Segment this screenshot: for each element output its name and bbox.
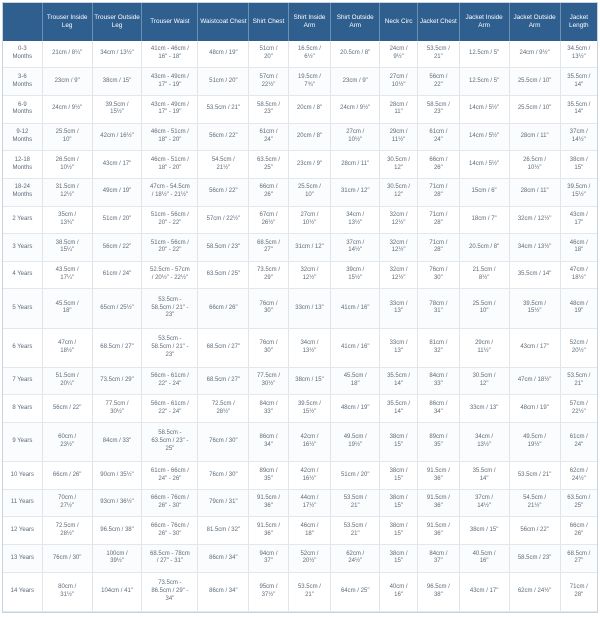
measurement-cell: 84cm / 33" [92,423,142,462]
measurement-cell: 68.5cm - 78cm / 27" - 31" [142,545,198,573]
measurement-cell: 24cm / 9½" [42,96,92,124]
measurement-cell: 39.5cm / 15½" [509,289,560,328]
measurement-cell: 39.5cm / 15½" [560,178,597,206]
measurement-cell: 61cm / 24" [418,123,460,151]
measurement-cell: 89cm / 35" [418,423,460,462]
measurement-cell: 42cm / 16½" [92,123,142,151]
measurement-cell: 79cm / 31" [198,489,249,517]
measurement-cell: 51cm / 20" [249,41,288,68]
measurement-cell: 73.5cm / 29" [249,261,288,289]
measurement-cell: 33cm / 13" [459,395,509,423]
header-jacket-length: Jacket Length [560,3,597,41]
measurement-cell: 104cm / 41" [92,572,142,611]
measurement-cell: 48cm / 19" [560,289,597,328]
table-row [3,517,597,545]
header-jacket-chest: Jacket Chest [418,3,460,41]
measurement-cell: 24cm / 9½" [380,41,418,68]
header-shirt-inside-arm: Shirt Inside Arm [288,3,331,41]
table-row [3,68,597,96]
measurement-cell: 68.5cm / 27" [249,234,288,262]
measurement-cell: 46cm / 18" [560,234,597,262]
measurement-cell: 71cm / 28" [418,206,460,234]
measurement-cell: 30.5cm / 12" [380,178,418,206]
measurement-cell: 34cm / 13½" [459,423,509,462]
measurement-cell: 53.5cm / 21" [560,367,597,395]
age-cell: 9-12 Months [3,123,42,151]
measurement-cell: 52cm / 20½" [288,545,331,573]
measurement-cell: 68.5cm / 27" [560,545,597,573]
measurement-cell: 15cm / 6" [459,178,509,206]
measurement-cell: 24cm / 9½" [331,96,380,124]
measurement-cell: 34.5cm / 13½" [560,41,597,68]
measurement-cell: 28cm / 11" [509,178,560,206]
measurement-cell: 58.5cm / 23" [418,96,460,124]
measurement-cell: 16.5cm / 6½" [288,41,331,68]
measurement-cell: 84cm / 33" [249,395,288,423]
measurement-cell: 48cm / 19" [509,395,560,423]
measurement-cell: 66cm / 26" [418,151,460,179]
measurement-cell: 46cm - 51cm / 18" - 20" [142,123,198,151]
measurement-cell: 53.5cm / 21" [198,96,249,124]
measurement-cell: 35.5cm / 14" [380,367,418,395]
measurement-cell: 43cm / 17" [560,206,597,234]
measurement-cell: 38cm / 15" [380,462,418,490]
measurement-cell: 91.5cm / 36" [249,517,288,545]
measurement-cell: 25.5cm / 10" [509,96,560,124]
age-cell: 9 Years [3,423,42,462]
measurement-cell: 56cm - 61cm / 22" - 24" [142,395,198,423]
measurement-cell: 20cm / 8" [288,96,331,124]
measurement-cell: 58.5cm - 63.5cm / 23" - 25" [142,423,198,462]
measurement-cell: 38cm / 15" [459,517,509,545]
age-cell: 5 Years [3,289,42,328]
measurement-cell: 66cm / 26" [42,462,92,490]
header-trouser-outside-leg: Trouser Outside Leg [92,3,142,41]
measurement-cell: 35.5cm / 14" [560,96,597,124]
measurement-cell: 32cm / 12½" [509,206,560,234]
measurement-cell: 20cm / 8" [288,123,331,151]
measurement-cell: 34cm / 13½" [288,328,331,367]
measurement-cell: 12.5cm / 5" [459,41,509,68]
table-row [3,41,597,68]
measurement-cell: 66cm / 26" [249,178,288,206]
age-cell: 13 Years [3,545,42,573]
measurement-cell: 56cm / 22" [509,517,560,545]
measurement-cell: 77.5cm / 30½" [249,367,288,395]
measurement-cell: 47cm / 18½" [509,367,560,395]
measurement-cell: 53.5cm - 58.5cm / 21" - 23" [142,328,198,367]
measurement-cell: 57cm / 22½" [198,206,249,234]
measurement-cell: 38.5cm / 15¼" [42,234,92,262]
table-row [3,395,597,423]
measurement-cell: 71cm / 28" [560,572,597,611]
header-row [3,3,597,41]
measurement-cell: 54.5cm / 21½" [509,489,560,517]
measurement-cell: 73.5cm - 86.5cm / 29" - 34" [142,572,198,611]
size-table [3,3,597,612]
measurement-cell: 58.5cm / 23" [249,96,288,124]
measurement-cell: 39.5cm / 15½" [92,96,142,124]
measurement-cell: 33cm / 13" [380,328,418,367]
measurement-cell: 86cm / 34" [418,395,460,423]
measurement-cell: 96.5cm / 38" [418,572,460,611]
measurement-cell: 44cm / 17½" [288,489,331,517]
measurement-cell: 53.5cm / 21" [418,41,460,68]
measurement-cell: 35cm / 13¾" [42,206,92,234]
measurement-cell: 34cm / 13½" [92,41,142,68]
measurement-cell: 38cm / 15" [380,545,418,573]
measurement-cell: 93cm / 36½" [92,489,142,517]
measurement-cell: 46cm - 51cm / 18" - 20" [142,151,198,179]
measurement-cell: 45.5cm / 18" [331,367,380,395]
measurement-cell: 43cm / 17" [92,151,142,179]
measurement-cell: 38cm / 15" [380,489,418,517]
measurement-cell: 38cm / 15" [380,517,418,545]
table-row [3,545,597,573]
age-cell: 3 Years [3,234,42,262]
measurement-cell: 35.5cm / 14" [459,462,509,490]
measurement-cell: 34cm / 13½" [331,206,380,234]
measurement-cell: 91.5cm / 36" [249,489,288,517]
header-age [3,3,42,41]
measurement-cell: 81.5cm / 32" [198,517,249,545]
measurement-cell: 53.5cm - 58.5cm / 21" - 23" [142,289,198,328]
measurement-cell: 38cm / 15" [92,68,142,96]
measurement-cell: 91.5cm / 36" [418,517,460,545]
measurement-cell: 68.5cm / 27" [198,367,249,395]
measurement-cell: 66cm - 76cm / 26" - 30" [142,489,198,517]
measurement-cell: 49.5cm / 19½" [509,423,560,462]
measurement-cell: 43cm / 17" [459,572,509,611]
header-trouser-waist: Trouser Waist [142,3,198,41]
measurement-cell: 49.5cm / 19½" [331,423,380,462]
table-row [3,123,597,151]
measurement-cell: 28cm / 11" [380,96,418,124]
measurement-cell: 39.5cm / 15½" [288,395,331,423]
table-row [3,234,597,262]
measurement-cell: 35.5cm / 14" [560,68,597,96]
measurement-cell: 19.5cm / 7¾" [288,68,331,96]
table-row [3,289,597,328]
measurement-cell: 62cm / 24½" [560,462,597,490]
measurement-cell: 65cm / 25½" [92,289,142,328]
measurement-cell: 35.5cm / 14" [380,395,418,423]
measurement-cell: 84cm / 33" [418,367,460,395]
measurement-cell: 51.5cm / 20¼" [42,367,92,395]
measurement-cell: 23cm / 9" [42,68,92,96]
measurement-cell: 76cm / 30" [249,289,288,328]
table-row [3,96,597,124]
measurement-cell: 31cm / 12" [331,178,380,206]
measurement-cell: 64cm / 25" [331,572,380,611]
measurement-cell: 37cm / 14½" [331,234,380,262]
table-row [3,206,597,234]
measurement-cell: 90cm / 35½" [92,462,142,490]
measurement-cell: 20.5cm / 8" [459,234,509,262]
age-cell: 18-24 Months [3,178,42,206]
measurement-cell: 48cm / 19" [331,395,380,423]
measurement-cell: 60cm / 23½" [42,423,92,462]
table-row [3,367,597,395]
age-cell: 10 Years [3,462,42,490]
age-cell: 2 Years [3,206,42,234]
measurement-cell: 38cm / 15" [380,423,418,462]
measurement-cell: 28cm / 11" [331,151,380,179]
age-cell: 6 Years [3,328,42,367]
measurement-cell: 57cm / 22½" [560,395,597,423]
measurement-cell: 53.5cm / 21" [288,572,331,611]
measurement-cell: 76cm / 30" [249,328,288,367]
measurement-cell: 38cm / 15" [288,367,331,395]
measurement-cell: 78cm / 31" [418,289,460,328]
measurement-cell: 54.5cm / 21½" [198,151,249,179]
table-row [3,261,597,289]
header-jacket-outside-arm: Jacket Outside Arm [509,3,560,41]
measurement-cell: 27cm / 10½" [331,123,380,151]
measurement-cell: 27cm / 10½" [288,206,331,234]
measurement-cell: 94cm / 37" [249,545,288,573]
measurement-cell: 81cm / 32" [418,328,460,367]
measurement-cell: 84cm / 37" [418,545,460,573]
measurement-cell: 56cm / 22" [92,234,142,262]
measurement-cell: 18cm / 7" [459,206,509,234]
measurement-cell: 63.5cm / 25" [249,151,288,179]
measurement-cell: 31cm / 12" [288,234,331,262]
measurement-cell: 26.5cm / 10½" [42,151,92,179]
measurement-cell: 76cm / 30" [198,423,249,462]
measurement-cell: 56cm - 61cm / 22" - 24" [142,367,198,395]
measurement-cell: 86cm / 34" [249,423,288,462]
measurement-cell: 57cm / 22½" [249,68,288,96]
measurement-cell: 33cm / 13" [288,289,331,328]
measurement-cell: 63.5cm / 25" [560,489,597,517]
age-cell: 12 Years [3,517,42,545]
measurement-cell: 38cm / 15" [560,151,597,179]
measurement-cell: 25.5cm / 10" [459,289,509,328]
age-cell: 14 Years [3,572,42,611]
measurement-cell: 62cm / 24½" [331,545,380,573]
measurement-cell: 53.5cm / 21" [509,462,560,490]
measurement-cell: 35.5cm / 14" [509,261,560,289]
measurement-cell: 29cm / 11½" [459,328,509,367]
measurement-cell: 43cm - 49cm / 17" - 19" [142,68,198,96]
measurement-cell: 58.5cm / 23" [509,545,560,573]
table-row [3,178,597,206]
measurement-cell: 33cm / 13" [380,289,418,328]
age-cell: 6-9 Months [3,96,42,124]
measurement-cell: 61cm / 24" [560,423,597,462]
measurement-cell: 71cm / 28" [418,178,460,206]
measurement-cell: 37cm / 14½" [560,123,597,151]
measurement-cell: 66cm - 76cm / 26" - 30" [142,517,198,545]
measurement-cell: 47cm - 54.5cm / 18½" - 21½" [142,178,198,206]
measurement-cell: 43.5cm / 17¼" [42,261,92,289]
measurement-cell: 73.5cm / 29" [92,367,142,395]
measurement-cell: 25.5cm / 10" [42,123,92,151]
measurement-cell: 53.5cm / 21" [331,517,380,545]
measurement-cell: 41cm / 16" [331,328,380,367]
measurement-cell: 47cm / 18½" [42,328,92,367]
measurement-cell: 25.5cm / 10" [288,178,331,206]
measurement-cell: 47cm / 18½" [560,261,597,289]
measurement-cell: 66cm / 26" [198,289,249,328]
measurement-cell: 70cm / 27½" [42,489,92,517]
measurement-cell: 23cm / 9" [331,68,380,96]
measurement-cell: 61cm / 24" [92,261,142,289]
measurement-cell: 32cm / 12½" [288,261,331,289]
measurement-cell: 91.5cm / 36" [418,489,460,517]
measurement-cell: 51cm / 20" [92,206,142,234]
measurement-cell: 25.5cm / 10" [509,68,560,96]
measurement-cell: 51cm - 56cm / 20" - 22" [142,206,198,234]
measurement-cell: 40cm / 16" [380,572,418,611]
measurement-cell: 51cm - 56cm / 20" - 22" [142,234,198,262]
measurement-cell: 42cm / 16½" [288,462,331,490]
measurement-cell: 86cm / 34" [198,572,249,611]
measurement-cell: 76cm / 30" [42,545,92,573]
age-cell: 8 Years [3,395,42,423]
header-trouser-inside-leg: Trouser Inside Leg [42,3,92,41]
measurement-cell: 28cm / 11" [509,123,560,151]
size-chart [2,2,598,613]
measurement-cell: 23cm / 9" [288,151,331,179]
measurement-cell: 76cm / 30" [418,261,460,289]
measurement-cell: 27cm / 10½" [380,68,418,96]
measurement-cell: 30.5cm / 12" [459,367,509,395]
measurement-cell: 48cm / 19" [198,41,249,68]
measurement-cell: 21cm / 8¼" [42,41,92,68]
measurement-cell: 51cm / 20" [198,68,249,96]
measurement-cell: 77.5cm / 30½" [92,395,142,423]
measurement-cell: 29cm / 11½" [380,123,418,151]
measurement-cell: 61cm / 24" [249,123,288,151]
age-cell: 3-6 Months [3,68,42,96]
table-body [3,41,597,612]
measurement-cell: 71cm / 28" [418,234,460,262]
measurement-cell: 63.5cm / 25" [198,261,249,289]
measurement-cell: 56cm / 22" [198,178,249,206]
measurement-cell: 76cm / 30" [198,462,249,490]
measurement-cell: 32cm / 12½" [380,261,418,289]
measurement-cell: 49cm / 19" [92,178,142,206]
measurement-cell: 40.5cm / 16" [459,545,509,573]
header-shirt-outside-arm: Shirt Outside Arm [331,3,380,41]
measurement-cell: 32cm / 12½" [380,234,418,262]
age-cell: 12-18 Months [3,151,42,179]
header-waistcoat-chest: Waistcoat Chest [198,3,249,41]
measurement-cell: 61cm - 66cm / 24" - 26" [142,462,198,490]
measurement-cell: 52cm / 20½" [560,328,597,367]
measurement-cell: 14cm / 5½" [459,96,509,124]
measurement-cell: 89cm / 35" [249,462,288,490]
measurement-cell: 68.5cm / 27" [92,328,142,367]
measurement-cell: 24cm / 9½" [509,41,560,68]
measurement-cell: 72.5cm / 28½" [42,517,92,545]
measurement-cell: 26.5cm / 10½" [509,151,560,179]
measurement-cell: 56cm / 22" [418,68,460,96]
measurement-cell: 58.5cm / 23" [198,234,249,262]
measurement-cell: 51cm / 20" [331,462,380,490]
measurement-cell: 67cm / 26½" [249,206,288,234]
measurement-cell: 45.5cm / 18" [42,289,92,328]
age-cell: 7 Years [3,367,42,395]
age-cell: 4 Years [3,261,42,289]
table-row [3,423,597,462]
measurement-cell: 46cm / 18" [288,517,331,545]
table-row [3,572,597,611]
measurement-cell: 86cm / 34" [198,545,249,573]
measurement-cell: 31.5cm / 12½" [42,178,92,206]
measurement-cell: 30.5cm / 12" [380,151,418,179]
table-row [3,489,597,517]
measurement-cell: 43cm / 17" [509,328,560,367]
measurement-cell: 80cm / 31½" [42,572,92,611]
measurement-cell: 20.5cm / 8" [331,41,380,68]
measurement-cell: 14cm / 5½" [459,151,509,179]
measurement-cell: 100cm / 39½" [92,545,142,573]
measurement-cell: 21.5cm / 8½" [459,261,509,289]
measurement-cell: 52.5cm - 57cm / 20½" - 22½" [142,261,198,289]
age-cell: 0-3 Months [3,41,42,68]
measurement-cell: 12.5cm / 5" [459,68,509,96]
measurement-cell: 72.5cm / 28½" [198,395,249,423]
measurement-cell: 56cm / 22" [198,123,249,151]
header-shirt-chest: Shirt Chest [249,3,288,41]
measurement-cell: 41cm / 16" [331,289,380,328]
measurement-cell: 34cm / 13½" [509,234,560,262]
measurement-cell: 66cm / 26" [560,517,597,545]
measurement-cell: 56cm / 22" [42,395,92,423]
measurement-cell: 41cm - 46cm / 16" - 18" [142,41,198,68]
measurement-cell: 53.5cm / 21" [331,489,380,517]
table-row [3,328,597,367]
measurement-cell: 96.5cm / 38" [92,517,142,545]
measurement-cell: 95cm / 37½" [249,572,288,611]
measurement-cell: 43cm - 49cm / 17" - 19" [142,96,198,124]
measurement-cell: 32cm / 12½" [380,206,418,234]
measurement-cell: 62cm / 24½" [509,572,560,611]
header-neck-circ: Neck Circ [380,3,418,41]
measurement-cell: 39cm / 15½" [331,261,380,289]
measurement-cell: 37cm / 14½" [459,489,509,517]
measurement-cell: 91.5cm / 36" [418,462,460,490]
header-jacket-inside-arm: Jacket Inside Arm [459,3,509,41]
measurement-cell: 42cm / 16½" [288,423,331,462]
table-row [3,462,597,490]
age-cell: 11 Years [3,489,42,517]
table-row [3,151,597,179]
measurement-cell: 14cm / 5½" [459,123,509,151]
measurement-cell: 68.5cm / 27" [198,328,249,367]
